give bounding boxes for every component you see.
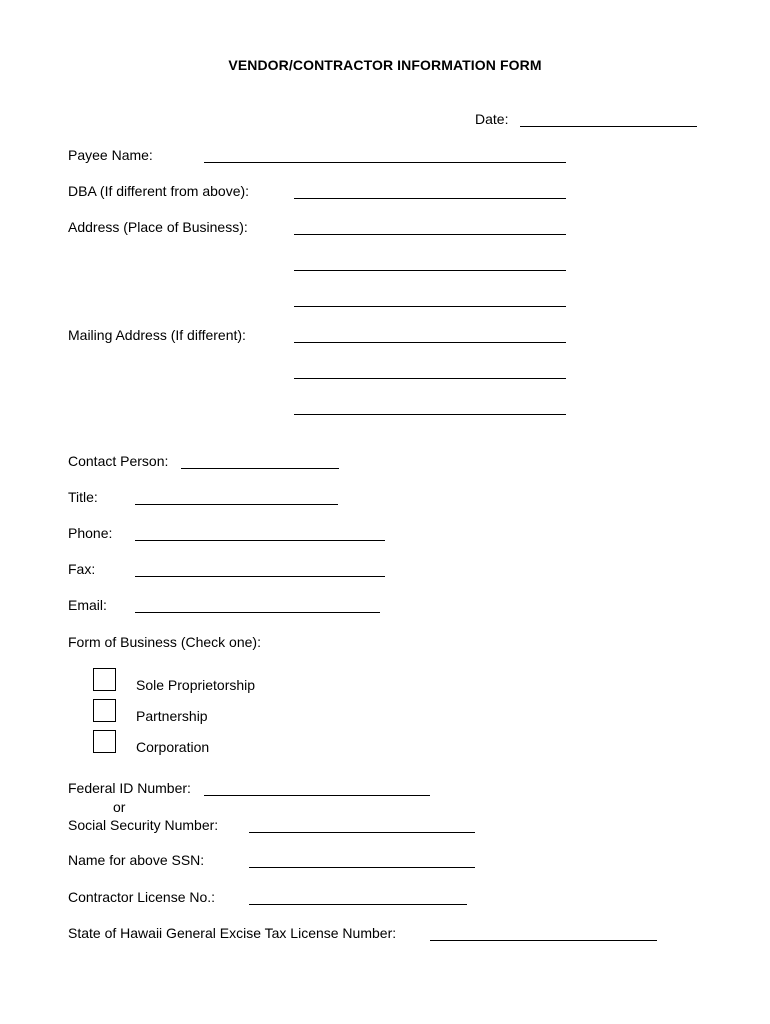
phone-field[interactable] — [135, 522, 385, 541]
fax-field[interactable] — [135, 558, 385, 577]
corporation-checkbox[interactable] — [93, 730, 116, 753]
dba-field[interactable] — [294, 180, 566, 199]
sole-proprietorship-checkbox[interactable] — [93, 668, 116, 691]
title-field[interactable] — [135, 486, 338, 505]
mailing-address-line-3-field[interactable] — [294, 396, 566, 415]
partnership-checkbox[interactable] — [93, 699, 116, 722]
ssn-name-label: Name for above SSN: — [68, 852, 205, 868]
contractor-license-field[interactable] — [249, 886, 467, 905]
hawaii-get-license-label: State of Hawaii General Excise Tax License Number: — [68, 925, 397, 941]
date-field[interactable] — [520, 108, 697, 127]
partnership-label: Partnership — [136, 708, 208, 724]
federal-id-field[interactable] — [204, 777, 430, 796]
contact-person-label: Contact Person: — [68, 453, 169, 469]
ssn-name-field[interactable] — [249, 849, 475, 868]
title-label: Title: — [68, 489, 98, 505]
address-label: Address (Place of Business): — [68, 219, 248, 235]
email-label: Email: — [68, 597, 107, 613]
sole-proprietorship-label: Sole Proprietorship — [136, 677, 256, 693]
dba-label: DBA (If different from above): — [68, 183, 250, 199]
date-label: Date: — [475, 111, 509, 127]
hawaii-get-license-field[interactable] — [430, 922, 657, 941]
ssn-field[interactable] — [249, 814, 475, 833]
address-line-1-field[interactable] — [294, 216, 566, 235]
ssn-label: Social Security Number: — [68, 817, 219, 833]
form-of-business-label: Form of Business (Check one): — [68, 634, 261, 650]
payee-name-label: Payee Name: — [68, 147, 153, 163]
phone-label: Phone: — [68, 525, 113, 541]
form-title: VENDOR/CONTRACTOR INFORMATION FORM — [228, 57, 542, 73]
contact-person-field[interactable] — [181, 450, 339, 469]
address-line-2-field[interactable] — [294, 252, 566, 271]
fax-label: Fax: — [68, 561, 96, 577]
or-label: or — [113, 799, 126, 815]
mailing-address-line-2-field[interactable] — [294, 360, 566, 379]
email-field[interactable] — [135, 594, 380, 613]
mailing-address-line-1-field[interactable] — [294, 324, 566, 343]
address-line-3-field[interactable] — [294, 288, 566, 307]
contractor-license-label: Contractor License No.: — [68, 889, 216, 905]
mailing-address-label: Mailing Address (If different): — [68, 327, 246, 343]
federal-id-label: Federal ID Number: — [68, 780, 191, 796]
corporation-label: Corporation — [136, 739, 210, 755]
payee-name-field[interactable] — [204, 144, 566, 163]
